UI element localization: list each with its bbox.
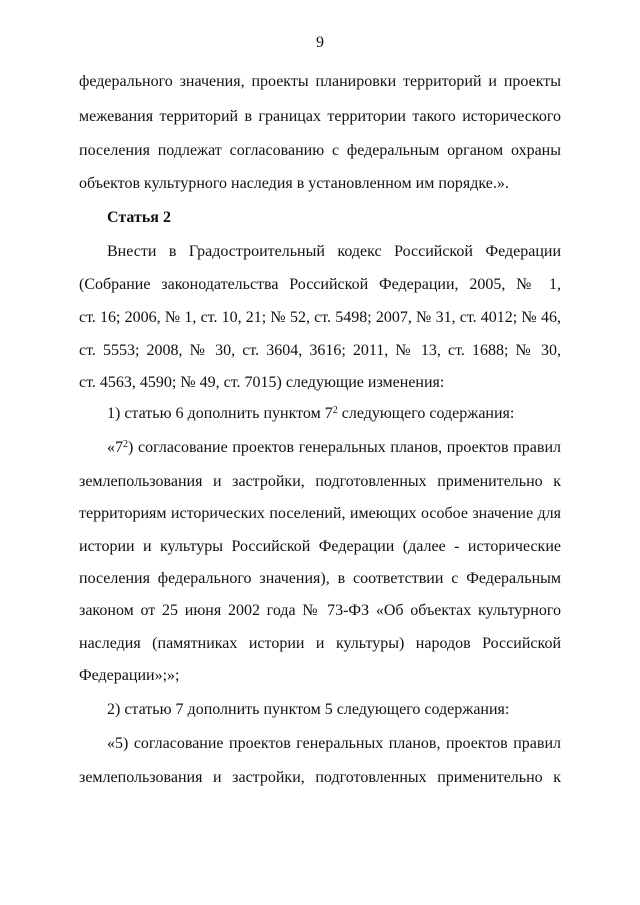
superscript: 2 <box>123 439 128 450</box>
text-line: наследия (памятниках истории и культуры) народов Российской <box>79 635 561 652</box>
text-line: поселения федерального значения), в соответствии с Федеральным <box>79 570 561 587</box>
text-line: «5) согласование проектов генеральных планов, проектов правил <box>107 735 561 752</box>
text-line: поселения подлежат согласованию с федеральным органом охраны <box>79 142 561 159</box>
text-line: ст. 16; 2006, № 1, ст. 10, 21; № 52, ст. 5498; 2007, № 31, ст. 4012; № 46, <box>79 309 561 326</box>
text-line-with-superscript <box>107 404 561 424</box>
text-fragment: следующего содержания: <box>337 405 515 422</box>
article-heading: Статья 2 <box>107 209 171 226</box>
text-line: ст. 4563, 4590; № 49, ст. 7015) следующие изменения: <box>79 374 445 391</box>
text-line: (Собрание законодательства Российской Федерации, 2005, № 1, <box>79 276 561 293</box>
text-line: землепользования и застройки, подготовленных применительно к <box>79 473 561 490</box>
text-line: землепользования и застройки, подготовленных применительно к <box>79 769 561 786</box>
text-line: Федерации»;»; <box>79 667 180 684</box>
text-line: Внести в Градостроительный кодекс Российской Федерации <box>107 243 561 260</box>
text-line: территориям исторических поселений, имеющих особое значение для <box>79 505 561 522</box>
page-number: 9 <box>316 34 324 51</box>
text-line-with-superscript <box>107 438 561 458</box>
text-fragment: 1) статью 6 дополнить пунктом 7 <box>107 405 333 422</box>
text-line: федерального значения, проекты планировки территорий и проекты <box>79 73 561 90</box>
text-fragment: ) согласование проектов генеральных планов, проектов правил <box>128 439 561 456</box>
text-line: объектов культурного наследия в установленном им порядке.». <box>79 175 509 192</box>
text-line: ст. 5553; 2008, № 30, ст. 3604, 3616; 2011, № 13, ст. 1688; № 30, <box>79 342 561 359</box>
text-line: законом от 25 июня 2002 года № 73-ФЗ «Об объектах культурного <box>79 602 561 619</box>
text-line: межевания территорий в границах территории такого исторического <box>79 108 561 125</box>
text-line: истории и культуры Российской Федерации (далее - исторические <box>79 538 561 555</box>
text-fragment: «7 <box>107 439 123 456</box>
superscript: 2 <box>332 405 338 416</box>
text-line: 2) статью 7 дополнить пунктом 5 следующего содержания: <box>107 701 510 718</box>
